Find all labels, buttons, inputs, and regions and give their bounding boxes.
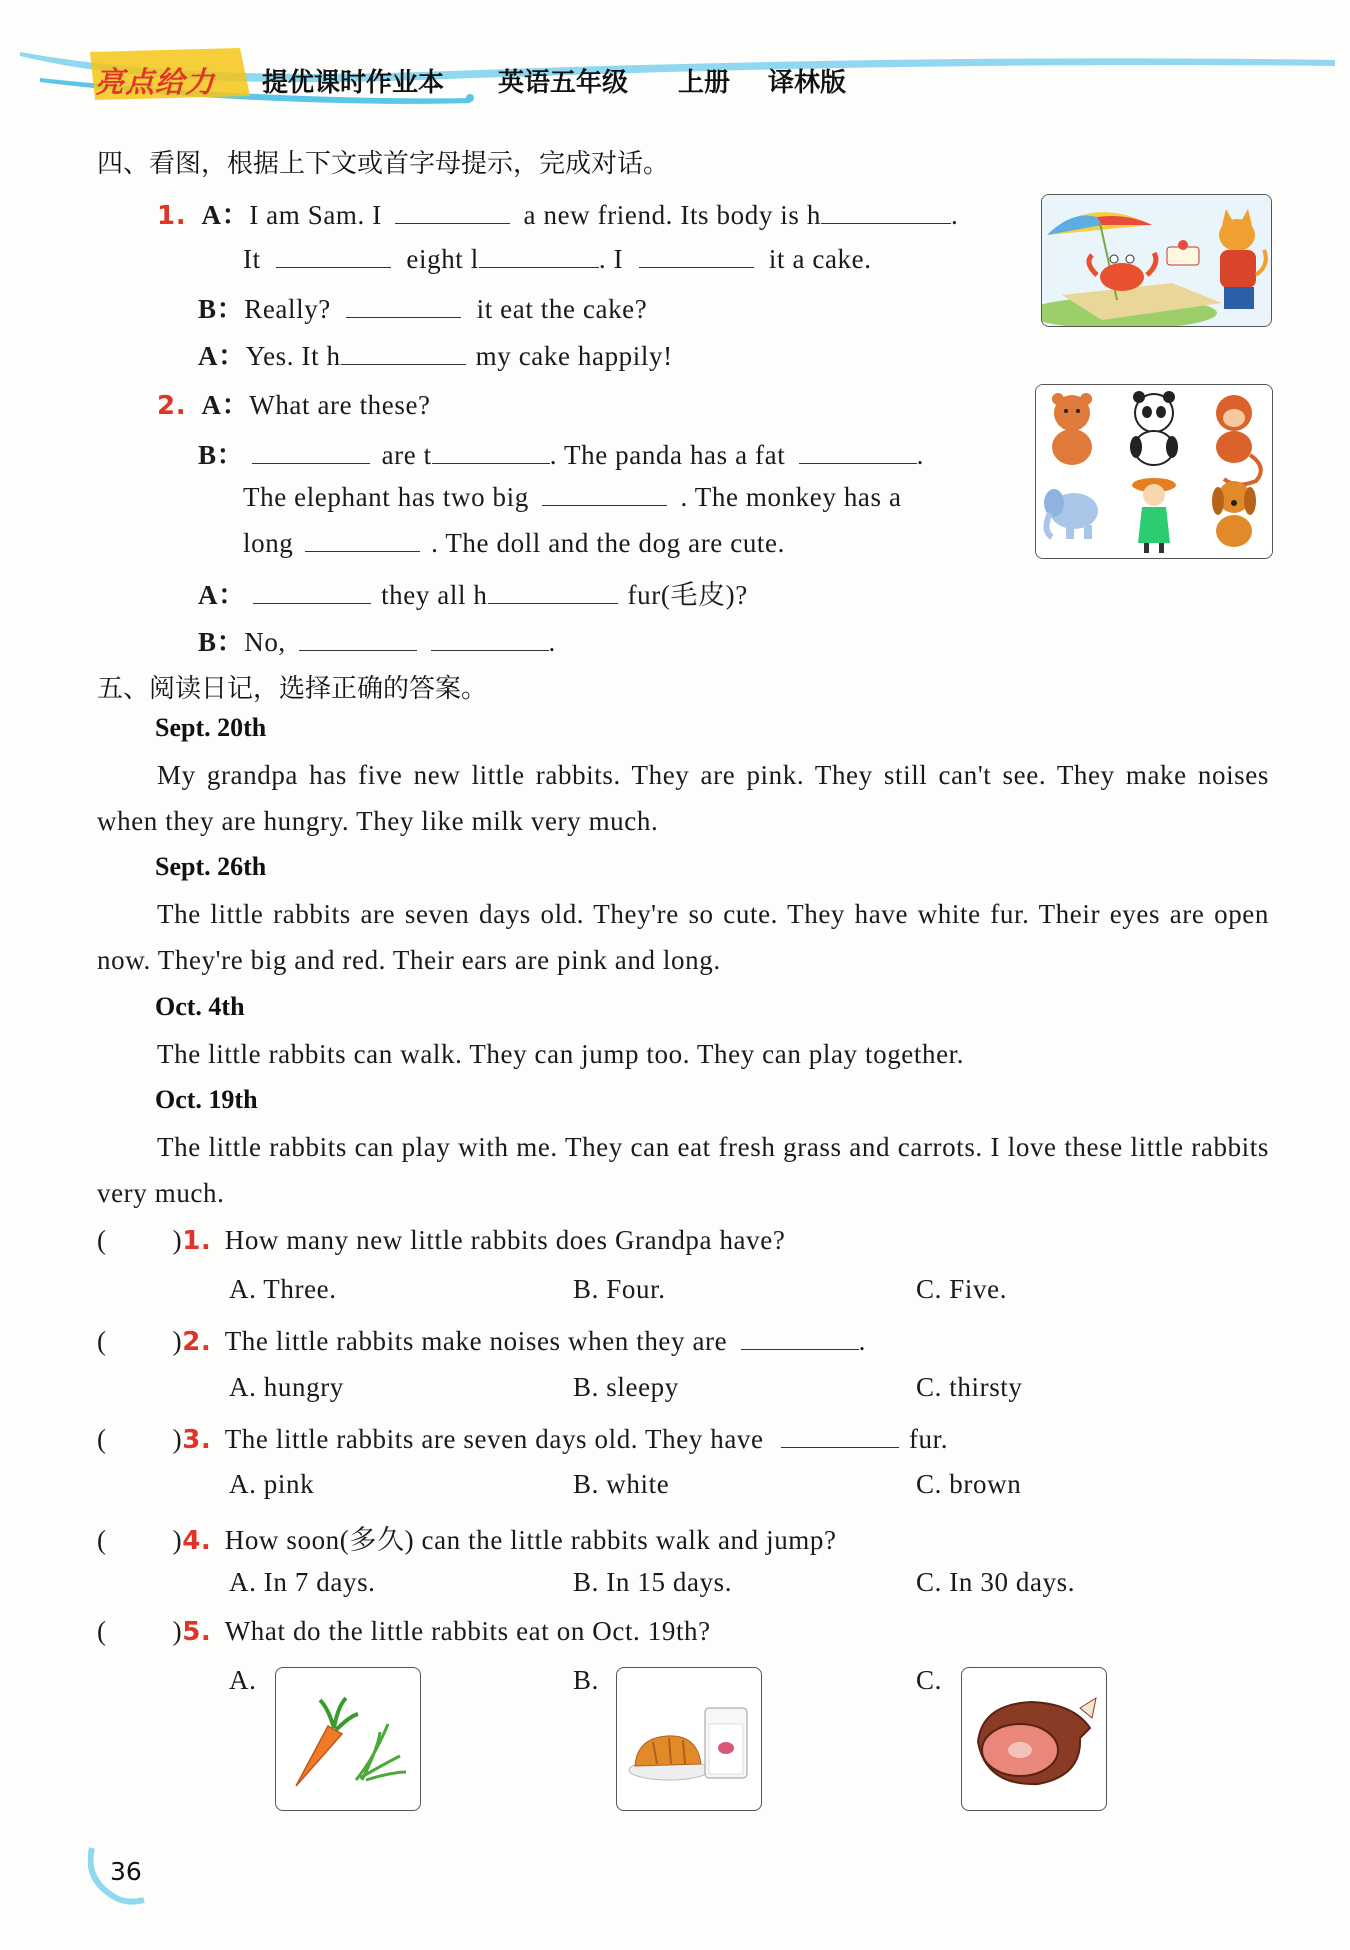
paren-close: ) <box>172 1326 183 1356</box>
speaker-label: B： <box>198 294 245 324</box>
text: . The doll and the dog are cute. <box>431 528 785 558</box>
option-a[interactable]: A. hungry <box>229 1372 344 1402</box>
speaker-label: A： <box>198 580 246 610</box>
text: long <box>243 528 294 558</box>
text: . <box>916 440 925 470</box>
paren-open: ( <box>97 1616 107 1646</box>
diary-entry <box>97 1124 1269 1216</box>
diary-entry <box>97 1031 1269 1077</box>
crab-cat-picture <box>1041 194 1272 327</box>
entry-text: eyes are open now. They're big and red. Their ears are pink and long. <box>97 899 1269 975</box>
carrot-grass-picture[interactable] <box>275 1667 421 1811</box>
text: . <box>548 627 556 657</box>
question-stem: The little rabbits make noises when they are <box>224 1326 728 1356</box>
question-number: 1. <box>182 1226 212 1256</box>
speaker-label: B： <box>198 627 245 657</box>
option-c[interactable]: C. <box>916 1665 942 1695</box>
option-a[interactable]: A. pink <box>229 1469 315 1499</box>
diary-date: Sept. 26th <box>155 852 267 881</box>
q2-line1 <box>157 383 431 422</box>
toys-picture <box>1035 384 1273 559</box>
entry-text: make noises when they are hungry. They like milk very much. <box>97 760 1269 836</box>
q2-line6 <box>198 620 556 659</box>
answer-blank[interactable] <box>488 577 618 604</box>
paren-open: ( <box>97 1424 107 1454</box>
text: The elephant has two big <box>243 482 529 512</box>
answer-blank[interactable] <box>252 437 370 464</box>
mc-question-2 <box>97 1323 866 1357</box>
answer-blank[interactable] <box>479 241 599 268</box>
answer-blank[interactable] <box>781 1421 899 1448</box>
text: What are these? <box>249 390 431 420</box>
brand-logo: 亮点给力 <box>95 65 216 99</box>
q2-number: 2. <box>157 391 187 421</box>
diary-date: Oct. 19th <box>155 1085 258 1114</box>
question-number: 2. <box>182 1327 212 1357</box>
text: my cake happily! <box>475 341 673 371</box>
page-number: 36 <box>110 1857 142 1886</box>
bread-milk-picture[interactable] <box>616 1667 762 1811</box>
option-c[interactable]: C. In 30 days. <box>916 1567 1076 1597</box>
option-a[interactable]: A. Three. <box>229 1274 337 1304</box>
q2-line3 <box>243 479 902 513</box>
q2-line5 <box>198 573 748 612</box>
answer-blank[interactable] <box>276 241 391 268</box>
diary-entry <box>97 891 1269 983</box>
diary-date: Oct. 4th <box>155 992 245 1021</box>
entry-text: The little rabbits are seven days old. They're so cute. They have white fur. Their <box>157 899 1101 929</box>
answer-blank[interactable] <box>432 437 550 464</box>
mc-question-4 <box>97 1518 837 1557</box>
question-number: 3. <box>182 1425 212 1455</box>
text: . I <box>598 244 624 274</box>
text: it eat the cake? <box>476 294 648 324</box>
header-edition: 译林版 <box>768 68 847 98</box>
text: eight l <box>406 244 479 274</box>
speaker-label: A： <box>198 341 246 371</box>
text: . <box>858 1326 866 1356</box>
answer-blank[interactable] <box>299 624 417 651</box>
entry-text: The little rabbits can walk. They can jump too. They can play together. <box>157 1039 965 1069</box>
option-b[interactable]: B. <box>573 1665 599 1695</box>
text: Really? <box>244 294 331 324</box>
entry-text: The little rabbits can play with me. They can eat fresh grass and carrots. I love these <box>157 1132 1123 1162</box>
section4-title: 四、看图，根据上下文或首字母提示，完成对话。 <box>97 149 670 179</box>
mc-question-5 <box>97 1616 711 1647</box>
speaker-label: A： <box>201 390 250 420</box>
mc-question-1 <box>97 1225 785 1256</box>
answer-blank[interactable] <box>799 437 917 464</box>
answer-blank[interactable] <box>639 241 754 268</box>
option-b[interactable]: B. sleepy <box>573 1372 679 1402</box>
question-stem: How soon(多久) can the little rabbits walk and jump? <box>224 1525 837 1555</box>
answer-blank[interactable] <box>305 525 420 552</box>
question-stem: How many new little rabbits does Grandpa have? <box>224 1225 786 1255</box>
text: It <box>243 244 261 274</box>
answer-blank[interactable] <box>253 577 371 604</box>
answer-blank[interactable] <box>741 1323 859 1350</box>
q1-line3 <box>198 287 647 326</box>
paren-close: ) <box>172 1225 183 1255</box>
text: are t <box>381 440 432 470</box>
text: . The monkey has a <box>680 482 902 512</box>
q2-line4 <box>243 525 785 559</box>
q1-line2 <box>243 241 872 275</box>
header-subtitle: 提优课时作业本 <box>262 68 445 98</box>
text: No, <box>244 627 286 657</box>
section5-title: 五、阅读日记，选择正确的答案。 <box>97 674 488 704</box>
answer-blank[interactable] <box>431 624 549 651</box>
option-c[interactable]: C. thirsty <box>916 1372 1023 1402</box>
answer-blank[interactable] <box>821 197 951 224</box>
paren-close: ) <box>172 1525 183 1555</box>
text: fur. <box>908 1424 949 1454</box>
header-volume: 上册 <box>678 68 731 98</box>
text: Yes. It h <box>245 341 341 371</box>
header-subject: 英语五年级 <box>498 68 629 98</box>
entry-text: My grandpa has five new little rabbits. They are pink. They still can't see. They <box>157 760 1115 790</box>
paren-close: ) <box>172 1616 183 1646</box>
text: I am Sam. I <box>249 200 382 230</box>
speaker-label: B： <box>198 440 245 470</box>
paren-close: ) <box>172 1424 183 1454</box>
text: they all h <box>381 580 488 610</box>
option-a[interactable]: A. In 7 days. <box>229 1567 376 1597</box>
answer-blank[interactable] <box>341 338 466 365</box>
question-number: 4. <box>182 1526 212 1556</box>
mc-question-3 <box>97 1421 948 1455</box>
answer-blank[interactable] <box>346 291 461 318</box>
diary-entry <box>97 752 1269 844</box>
option-c[interactable]: C. brown <box>916 1469 1022 1499</box>
text: fur(毛皮)? <box>627 580 748 610</box>
speaker-label: A： <box>201 200 250 230</box>
q1-line1 <box>157 193 958 232</box>
paren-open: ( <box>97 1326 107 1356</box>
diary-date: Sept. 20th <box>155 713 267 742</box>
q2-line2 <box>198 433 924 472</box>
option-a[interactable]: A. <box>229 1665 257 1695</box>
answer-blank[interactable] <box>542 479 667 506</box>
question-stem: The little rabbits are seven days old. They have <box>224 1424 764 1454</box>
option-b[interactable]: B. In 15 days. <box>573 1567 733 1597</box>
q1-number: 1. <box>157 201 187 231</box>
text: a new friend. Its body is h <box>523 200 821 230</box>
option-b[interactable]: B. white <box>573 1469 670 1499</box>
question-stem: What do the little rabbits eat on Oct. 19th? <box>224 1616 711 1646</box>
option-c[interactable]: C. Five. <box>916 1274 1008 1304</box>
text: . <box>950 200 959 230</box>
answer-blank[interactable] <box>395 197 510 224</box>
text: it a cake. <box>768 244 872 274</box>
text: . The panda has a fat <box>549 440 786 470</box>
paren-open: ( <box>97 1225 107 1255</box>
paren-open: ( <box>97 1525 107 1555</box>
entry-text: little rabbits very much. <box>97 1132 1269 1208</box>
meat-picture[interactable] <box>961 1667 1107 1811</box>
question-number: 5. <box>182 1617 212 1647</box>
q1-line4 <box>198 334 673 373</box>
option-b[interactable]: B. Four. <box>573 1274 666 1304</box>
